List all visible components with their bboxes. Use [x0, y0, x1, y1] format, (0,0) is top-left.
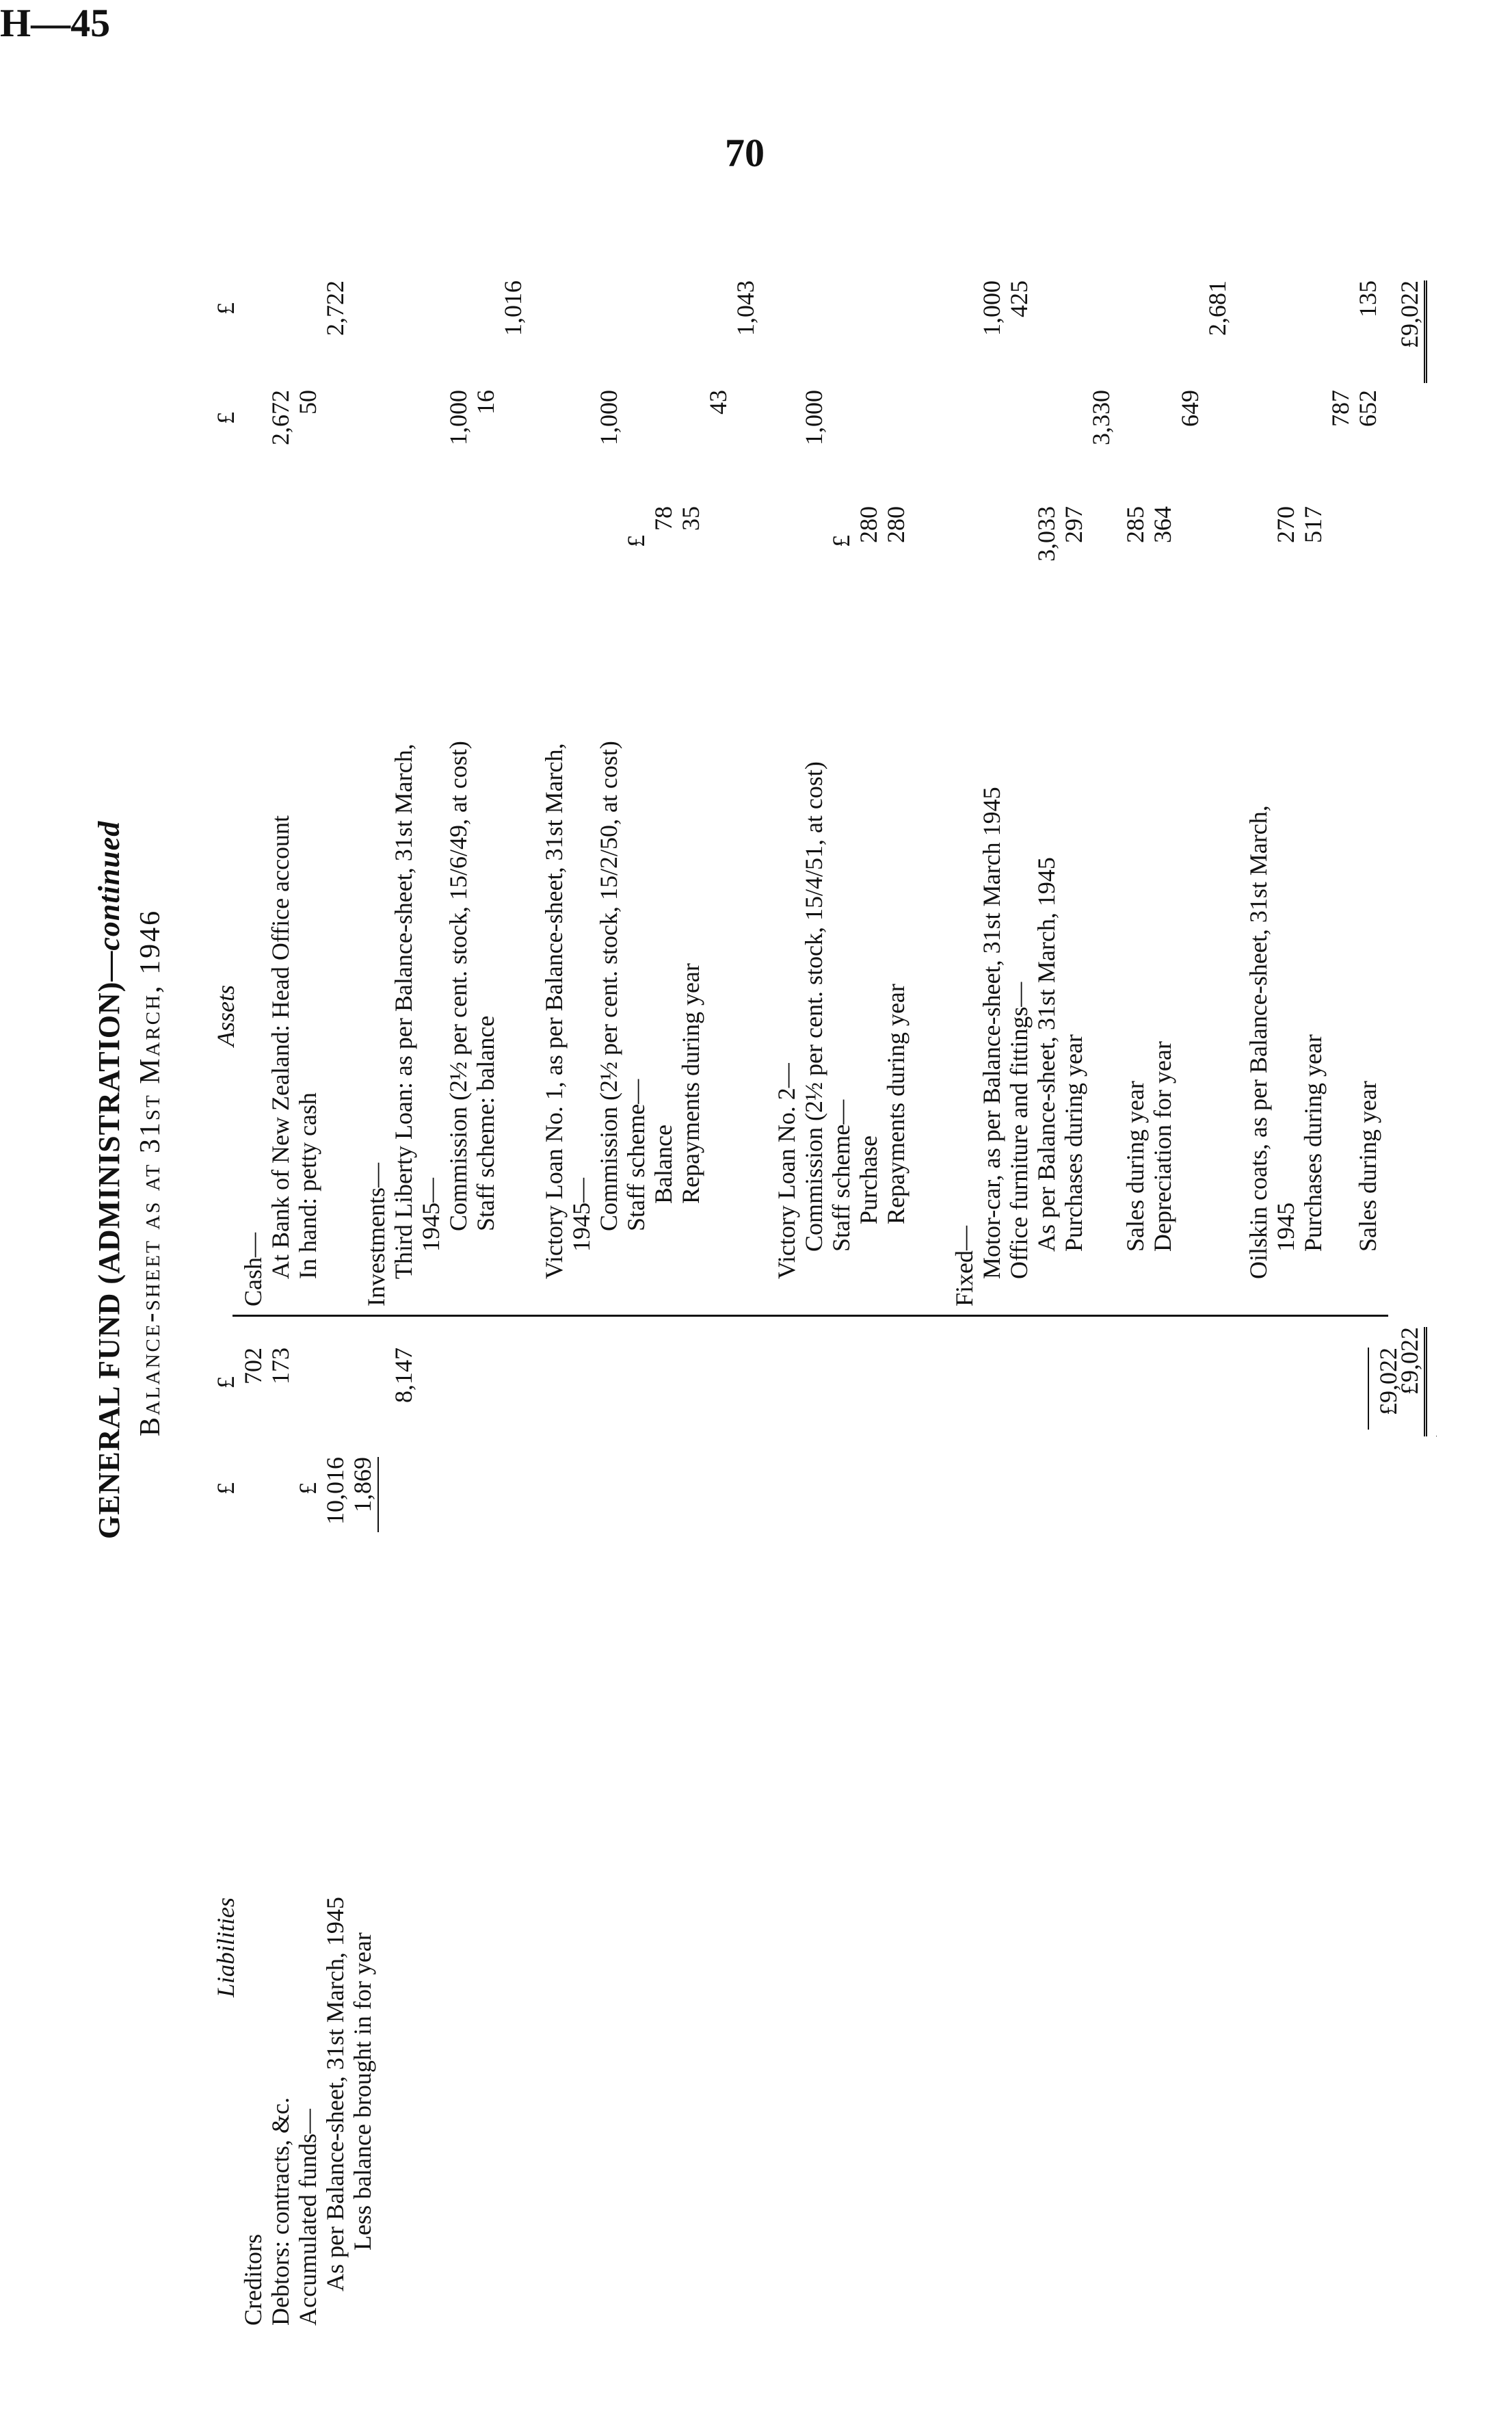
liab-col2-pound: £	[212, 1376, 239, 1389]
tl-commission: Commission (2½ per cent. stock, 15/6/49, at cost)	[445, 741, 472, 1231]
liab-total: £9,022	[1375, 1348, 1402, 1415]
oilskin-purchases: Purchases during year	[1299, 1034, 1327, 1252]
office-purchases: Purchases during year	[1060, 1034, 1087, 1252]
cash-total: 2,722	[321, 280, 349, 336]
office-as-per: As per Balance-sheet, 31st March, 1945	[1033, 857, 1060, 1252]
title-continued: continued	[92, 820, 126, 951]
tl-staff: Staff scheme: balance	[472, 1015, 499, 1231]
investments-label: Investments—	[362, 1163, 390, 1306]
less-label: Less balance brought in for year	[349, 1932, 376, 2250]
oilskin-sum: 787	[1327, 390, 1354, 427]
creditors-label: Creditors	[239, 2234, 267, 2326]
v1-net: 43	[704, 390, 732, 415]
sheet-subtitle: Balance-sheet as at 31st March, 1946	[135, 908, 166, 1436]
assets-heading: Assets	[212, 985, 239, 1047]
totals-row	[1395, 274, 1512, 2326]
tl-total: 1,016	[499, 280, 527, 336]
v2-pound: £	[827, 535, 855, 547]
liab-col1-pound: £	[212, 1482, 239, 1495]
column-divider	[233, 1315, 1388, 1317]
title-main: GENERAL FUND (ADMINISTRATION)—	[92, 950, 126, 1539]
less-amount: 1,869	[349, 1457, 376, 1512]
v1-total: 1,043	[732, 280, 759, 336]
assets-col2-pound: £	[212, 302, 239, 315]
liabilities-grand-total: £9,022	[1395, 1327, 1427, 1436]
petty-label: In hand: petty cash	[294, 1092, 321, 1279]
oilskin-purchases-amount: 517	[1299, 506, 1327, 543]
tl-label-2: 1945—	[417, 1178, 445, 1252]
fund-title	[92, 820, 126, 1539]
petty-amount: 50	[294, 390, 321, 415]
oilskin-amount: 270	[1272, 506, 1299, 543]
tl-commission-amount: 1,000	[445, 390, 472, 445]
rule	[377, 1457, 379, 1532]
v2-purchase: Purchase	[855, 1135, 882, 1224]
v1-repayments-amount: 35	[677, 506, 704, 531]
rule	[1368, 1348, 1369, 1430]
bank-amount: 2,672	[267, 390, 294, 445]
fixed-total: 2,681	[1204, 280, 1231, 336]
v1-balance-amount: 78	[650, 506, 677, 531]
oilskin-total: 135	[1354, 280, 1381, 317]
accum-total: 8,147	[390, 1348, 417, 1403]
report-reference: H—45	[0, 1, 111, 45]
v1-pound: £	[622, 535, 650, 547]
v1-label-2: 1945—	[568, 1178, 595, 1252]
liabilities-heading: Liabilities	[212, 1897, 239, 1997]
v2-repayments: Repayments during year	[882, 984, 910, 1224]
v1-label-1: Victory Loan No. 1, as per Balance-sheet, 31st March,	[540, 743, 568, 1279]
accum-label: Accumulated funds—	[294, 2109, 321, 2326]
accum-pound: £	[294, 1482, 321, 1495]
page-number: 70	[725, 131, 765, 175]
oilskin-label-2: 1945	[1272, 1203, 1299, 1252]
v1-repayments: Repayments during year	[677, 963, 704, 1204]
office-label: Office furniture and fittings—	[1005, 982, 1033, 1279]
office-depreciation-amount: 364	[1149, 506, 1176, 543]
as-per-label: As per Balance-sheet, 31st March, 1945	[321, 1897, 349, 2291]
v2-commission: Commission (2½ per cent. stock, 15/4/51, at cost)	[800, 761, 827, 1252]
bank-label: At Bank of New Zealand: Head Office account	[267, 815, 294, 1279]
tl-label-1: Third Liberty Loan: as per Balance-sheet, 31st March,	[390, 744, 417, 1279]
motor-amount: 1,000	[978, 280, 1005, 336]
office-purchases-amount: 297	[1060, 506, 1087, 543]
v1-commission: Commission (2½ per cent. stock, 15/2/50, at cost)	[595, 741, 622, 1231]
office-sales-amount: 285	[1122, 506, 1149, 543]
cash-label: Cash—	[239, 1233, 267, 1306]
office-net: 425	[1005, 280, 1033, 317]
assets-col-pound: £	[212, 412, 239, 424]
balance-sheet	[92, 274, 1402, 2326]
oilskin-sales: Sales during year	[1354, 1081, 1381, 1252]
office-sum: 3,330	[1087, 390, 1115, 445]
motor-label: Motor-car, as per Balance-sheet, 31st March 1945	[978, 787, 1005, 1279]
oilskin-label-1: Oilskin coats, as per Balance-sheet, 31st March,	[1245, 805, 1272, 1279]
v1-balance: Balance	[650, 1125, 677, 1204]
v2-commission-amount: 1,000	[800, 390, 827, 445]
v2-repayments-amount: 280	[882, 506, 910, 543]
office-as-per-amount: 3,033	[1033, 506, 1060, 562]
v1-commission-amount: 1,000	[595, 390, 622, 445]
oilskin-sales-amount: 652	[1354, 390, 1381, 427]
debtors-amount: 173	[267, 1348, 294, 1384]
office-sales: Sales during year	[1122, 1081, 1149, 1252]
debtors-label: Debtors: contracts, &c.	[267, 2097, 294, 2326]
office-depreciation: Depreciation for year	[1149, 1041, 1176, 1252]
v1-staff: Staff scheme—	[622, 1079, 650, 1231]
assets-grand-total: £9,022	[1395, 280, 1427, 383]
v2-purchase-amount: 280	[855, 506, 882, 543]
as-per-amount: 10,016	[321, 1457, 349, 1525]
tl-staff-amount: 16	[472, 390, 499, 415]
v2-staff: Staff scheme—	[827, 1099, 855, 1252]
v2-label: Victory Loan No. 2—	[773, 1063, 800, 1279]
creditors-amount: 702	[239, 1348, 267, 1384]
fixed-label: Fixed—	[951, 1225, 978, 1306]
office-net-total: 649	[1176, 390, 1204, 427]
